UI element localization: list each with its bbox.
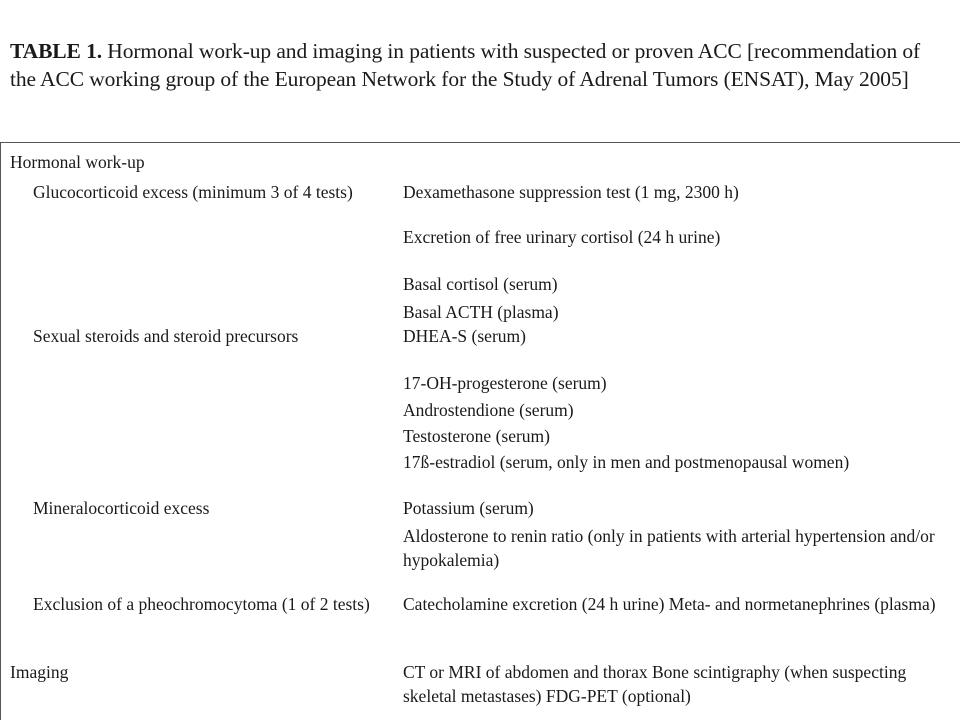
sexual-test-4: Testosterone (serum) xyxy=(403,426,550,446)
sexual-steroids-label: Sexual steroids and steroid precursors xyxy=(33,326,299,346)
pheochromocytoma-label: Exclusion of a pheochromocytoma (1 of 2 tests) xyxy=(33,594,370,614)
table-caption xyxy=(10,38,950,93)
sexual-test-3: Androstendione (serum) xyxy=(403,400,574,420)
mineralo-test-1: Potassium (serum) xyxy=(403,498,534,518)
sexual-test-5: 17ß-estradiol (serum, only in men and postmenopausal women) xyxy=(403,452,850,472)
section-hormonal-work-up: Hormonal work-up xyxy=(10,152,145,172)
mineralocorticoid-excess-label: Mineralocorticoid excess xyxy=(33,498,210,518)
imaging-label: Imaging xyxy=(10,662,69,682)
sexual-test-1: DHEA-S (serum) xyxy=(403,326,526,346)
table-top-border xyxy=(0,142,960,143)
glucocorticoid-test-4: Basal ACTH (plasma) xyxy=(403,302,559,322)
mineralo-test-2: Aldosterone to renin ratio (only in patients with arterial hypertension and/or hypokalemia) xyxy=(403,526,935,570)
pheo-test-1: Catecholamine excretion (24 h urine) Meta- and normetanephrines (plasma) xyxy=(403,594,936,614)
table-caption-text: Hormonal work-up and imaging in patients with suspected or proven ACC [recommendation of the ACC working group of the European Network for the Study of Adrenal Tumors (ENSAT), May 2005] xyxy=(10,39,921,91)
glucocorticoid-test-3: Basal cortisol (serum) xyxy=(403,274,558,294)
imaging-test-1: CT or MRI of abdomen and thorax Bone scintigraphy (when suspecting skeletal metastases) FDG-PET (optional) xyxy=(403,662,907,706)
glucocorticoid-test-1: Dexamethasone suppression test (1 mg, 2300 h) xyxy=(403,182,739,202)
sexual-test-2: 17-OH-progesterone (serum) xyxy=(403,373,607,393)
table-left-border xyxy=(0,142,1,720)
glucocorticoid-excess-label: Glucocorticoid excess (minimum 3 of 4 tests) xyxy=(33,182,353,202)
glucocorticoid-test-2: Excretion of free urinary cortisol (24 h urine) xyxy=(403,227,721,247)
table-caption-label: TABLE 1. xyxy=(10,39,102,63)
